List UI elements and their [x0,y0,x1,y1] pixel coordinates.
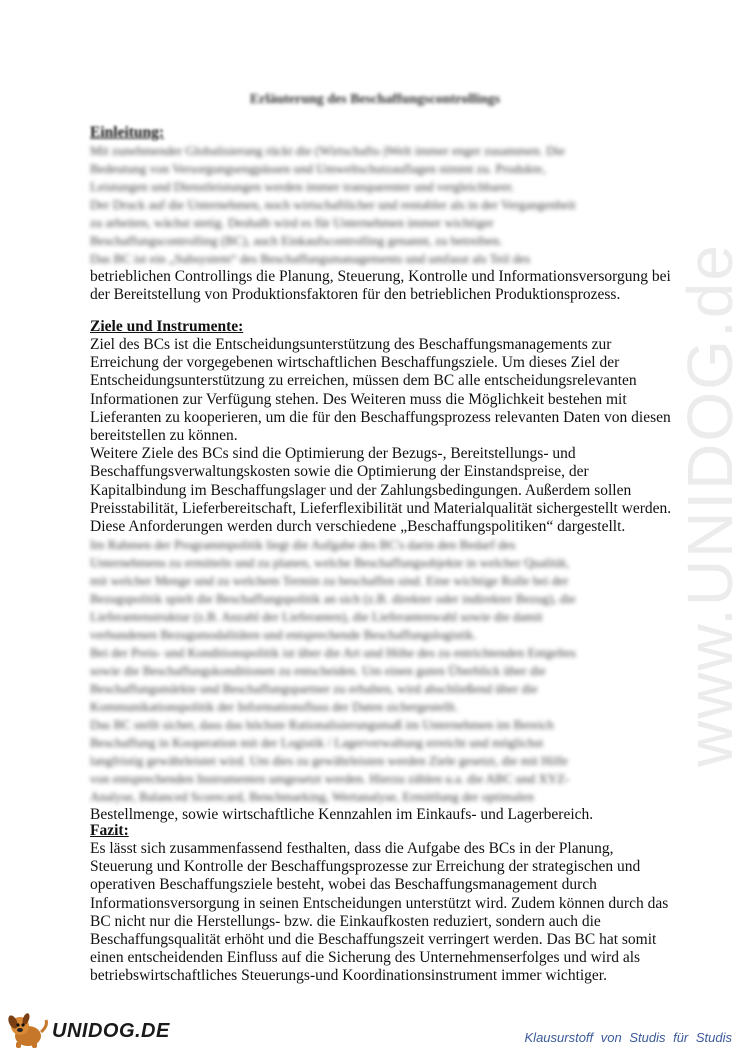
text-line: Im Rahmen der Programmpolitik liegt die Aufgabe des BC's darin den Bedarf des [90,537,516,553]
text-line: Lieferanten zu kooperieren, um die für den Beschaffungsprozess relevanten Daten von diesen [90,408,671,426]
section-heading-conclusion: Fazit: [90,822,129,839]
text-line: Informationsversorgung in seinen Entscheidungen unterstützt wird. Zudem können durch das [90,894,669,912]
text-line: Kapitalbindung im Beschaffungslager und der Zahlungsbedingungen. Außerdem sollen [90,481,632,499]
text-line: Weitere Ziele des BCs sind die Optimierung der Bezugs-, Bereitstellungs- und [90,445,576,463]
text-line: zu arbeiten, wächst stetig. Deshalb wird es für Unternehmen immer wichtiger [90,215,494,230]
text-line: Beschaffungsmärkte und Beschaffungspartner zu erhalten, wird abschließend über die [90,681,538,697]
text-line: Analyse, Balanced Scorecard, Benchmarking, Wertanalyse, Ermittlung der optimalen [90,789,534,805]
section-introduction [90,124,671,304]
text-line: Mit zunehmender Globalisierung rückt die (Wirtschafts-)Welt immer enger zusammen. Die [90,143,565,158]
text-line: verbundenen Bezugsmodalitäten und entsprechende Beschaffungslogistik. [90,627,477,643]
text-line: Informationen zur Verfügung stehen. Des Weiteren muss die Möglichkeit bestehen mit [90,390,627,408]
text-line: Bestellmenge, sowie wirtschaftliche Kennzahlen im Einkaufs- und Lagerbereich. [90,806,594,824]
watermark [665,243,750,767]
text-line: Das BC ist ein „Subsystem“ des Beschaffungsmanagements und umfasst als Teil des [90,251,531,266]
text-line: Beschaffungsverwaltungskosten sowie die Optimierung der Einstandspreise, der [90,463,589,481]
text-line: betrieblichen Controllings die Planung, Steuerung, Kontrolle und Informationsversorgung bei [90,268,671,285]
text-line: langfristig gewährleistet wird. Um dies zu gewährleisten werden Ziele gesetzt, die mit Hilfe [90,753,568,769]
goals-blurred-text [90,536,660,806]
text-line: bereitstellen zu können. [90,427,238,445]
unidog-logo [4,1012,170,1050]
text-line: sowie die Beschaffungskonditionen zu entscheiden. Um einen guten Überblick über die [90,663,546,679]
text-line: operativen Beschaffungsziele besteht, wobei das Beschaffungsmanagement durch [90,876,597,894]
section-heading-introduction: Einleitung: [90,124,165,141]
logo-text: UNIDOG.DE [52,1019,170,1042]
section-conclusion [90,822,669,986]
watermark-text: www.UNIDOG.de [674,243,746,767]
text-line: Beschaffungsqualität erhöht und die Beschaffungszeit verringert werden. Das BC hat somit [90,931,657,949]
text-line: Entscheidungsunterstützung zu erreichen, müssen dem BC alle entscheidungsrelevanten [90,372,637,390]
text-line: Beschaffung in Kooperation mit der Logistik / Lagerverwaltung erreicht und möglichst [90,735,544,751]
text-line: Unternehmens zu ermitteln und zu planen, welche Beschaffungsobjekte in welcher Qualität, [90,555,570,571]
text-line: der Bereitstellung von Produktionsfaktoren für den betrieblichen Produktionsprozess. [90,286,621,304]
introduction-blurred-text [90,142,660,268]
text-line: Steuerung und Kontrolle der Beschaffungsprozesse zur Erreichung der strategischen und [90,858,641,876]
text-line: Kommunikationspolitik der Informationsfluss der Daten sichergestellt. [90,699,459,715]
text-line: Lieferantenstruktur (z.B. Anzahl der Lieferanten), die Lieferantenwahl sowie die damit [90,609,543,625]
text-line: von entsprechenden Instrumenten umgesetzt werden. Hierzu zählen u.a. die ABC und XYZ- [90,771,570,787]
text-line: Diese Anforderungen werden durch verschiedene „Beschaffungspolitiken“ dargestellt. [90,518,626,536]
text-line: Preisstabilität, Lieferbereitschaft, Lieferflexibilität und Materialqualität sichergestellt werden. [90,499,672,517]
section-goals-instruments [90,318,672,824]
document-title: Erläuterung des Beschaffungscontrollings [249,92,501,107]
text-line: Beschaffungscontrolling (BC), auch Einkaufscontrolling genannt, zu betreiben. [90,233,503,248]
dog-mascot-icon [4,1012,50,1050]
text-line: Leistungen und Dienstleistungen werden immer transparenter und vergleichbarer. [90,179,515,194]
text-line: Ziel des BCs ist die Entscheidungsunterstützung des Beschaffungsmanagements zur [90,336,612,353]
text-line: Bei der Preis- und Konditionspolitik ist über die Art und Höhe des zu entrichtenden Entgeltes [90,645,576,661]
text-line: mit welcher Menge und zu welchem Termin zu beschaffen sind. Eine wichtige Rolle bei der [90,573,569,589]
text-line: Es lässt sich zusammenfassend festhalten, dass die Aufgabe des BCs in der Planung, [90,840,614,857]
text-line: betriebswirtschaftliches Steuerungs-und Koordinationsinstrument immer wichtiger. [90,967,607,985]
text-line: einen entscheidenden Einfluss auf die Sicherung des Unternehmenserfolges und wird als [90,949,641,967]
text-line: Bedeutung von Versorgungsengpässen und Umweltschutzauflagen nimmt zu. Produkte, [90,161,546,176]
text-line: Bezugspolitik spielt die Beschaffungspolitik an sich (z.B. direkter oder indirekter Bezug), die [90,591,576,607]
text-line: Der Druck auf die Unternehmen, noch wirtschaftlicher und rentabler als in der Vergangenheit [90,197,576,212]
text-line: Erreichung der vorgegebenen wirtschaftlichen Beschaffungsziele. Um dieses Ziel der [90,354,620,372]
text-line: BC nicht nur die Herstellungs- bzw. die Einkaufkosten reduziert, sondern auch die [90,912,601,930]
text-line: Das BC stellt sicher, dass das höchste Rationalisierungsmaß im Unternehmen im Bereich [90,717,554,733]
section-heading-goals: Ziele und Instrumente: [90,318,244,335]
footer-tagline: Klausurstoff von Studis für Studis [524,1030,732,1045]
